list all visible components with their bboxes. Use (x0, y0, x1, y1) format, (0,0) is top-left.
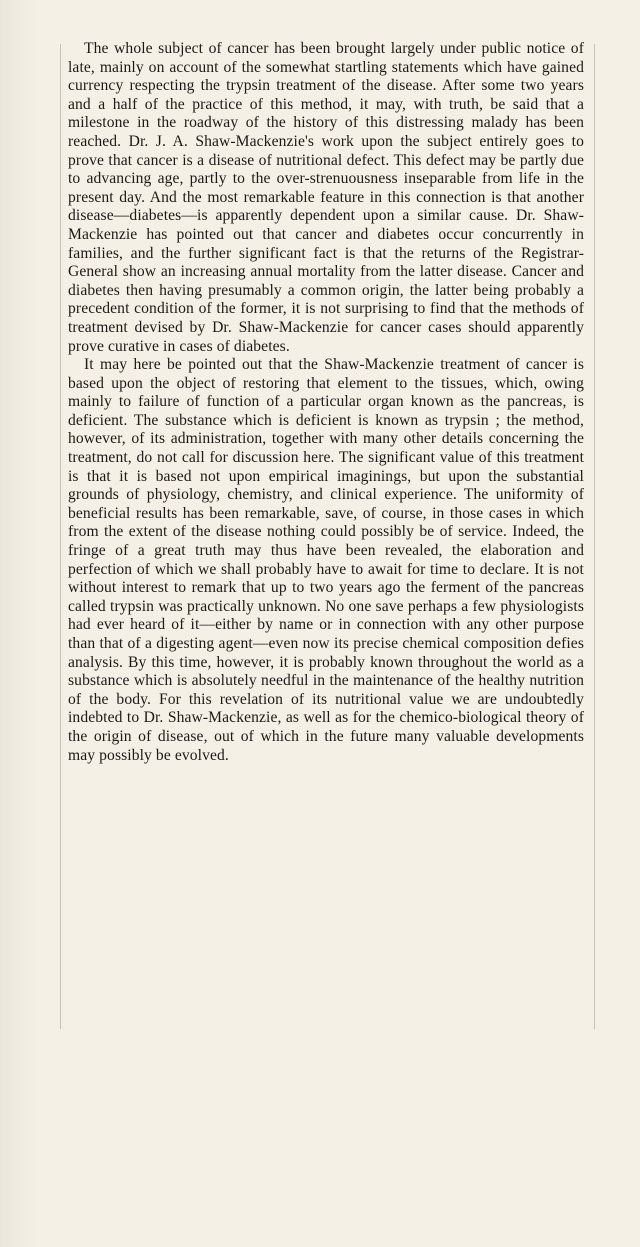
right-column-edge (594, 44, 595, 1029)
paragraph-2: It may here be pointed out that the Shaw-Mackenzie treatment of cancer is based upon the object of restoring that element to the tissues, which, owing mainly to failure of function of a particular organ known as the pancreas, is deficient. The substance which is deficient is known as trypsin ; the method, however, of its administration, together with many other details concerning the treatment, do not call for discussion here. The significant value of this treatment is that it is based not upon empirical imaginings, but upon the substantial grounds of physiology, chemistry, and clinical experience. The uniformity of beneficial results has been remarkable, save, of course, in those cases in which from the extent of the disease nothing could possibly be of service. Indeed, the fringe of a great truth may thus have been revealed, the elaboration and perfection of which we shall probably have to await for time to declare. It is not without interest to remark that up to two years ago the ferment of the pancreas called trypsin was practically unknown. No one save perhaps a few physiologists had ever heard of it—either by name or in connection with any other purpose than that of a digesting agent—even now its precise chemical composition defies analysis. By this time, however, it is probably known throughout the world as a substance which is absolutely needful in the maintenance of the healthy nutrition of the body. For this revelation of its nutritional value we are undoubtedly indebted to Dr. Shaw-Mackenzie, as well as for the chemico-biological theory of the origin of disease, out of which in the future many valuable developments may possibly be evolved. (68, 356, 584, 764)
left-column-edge (60, 44, 61, 1029)
paragraph-1: The whole subject of cancer has been brought largely under public notice of late, mainly on account of the somewhat startling statements which have gained currency respecting the trypsin treatment of the disease. After some two years and a half of the practice of this method, it may, with truth, be said that a milestone in the roadway of the history of this distressing malady has been reached. Dr. J. A. Shaw-Mackenzie's work upon the subject entirely goes to prove that cancer is a disease of nutritional defect. This defect may be partly due to advancing age, partly to the over-strenuousness inseparable from life in the present day. And the most remarkable feature in this connection is that another disease—diabetes—is apparently dependent upon a similar cause. Dr. Shaw-Mackenzie has pointed out that cancer and diabetes occur concurrently in families, and the further significant fact is that the returns of the Registrar-General show an increasing annual mortality from the latter disease. Cancer and diabetes then having presumably a common origin, the latter being probably a precedent condition of the former, it is not surprising to find that the methods of treatment devised by Dr. Shaw-Mackenzie for cancer cases should apparently prove curative in cases of diabetes. (68, 40, 584, 355)
article-text (68, 40, 584, 765)
